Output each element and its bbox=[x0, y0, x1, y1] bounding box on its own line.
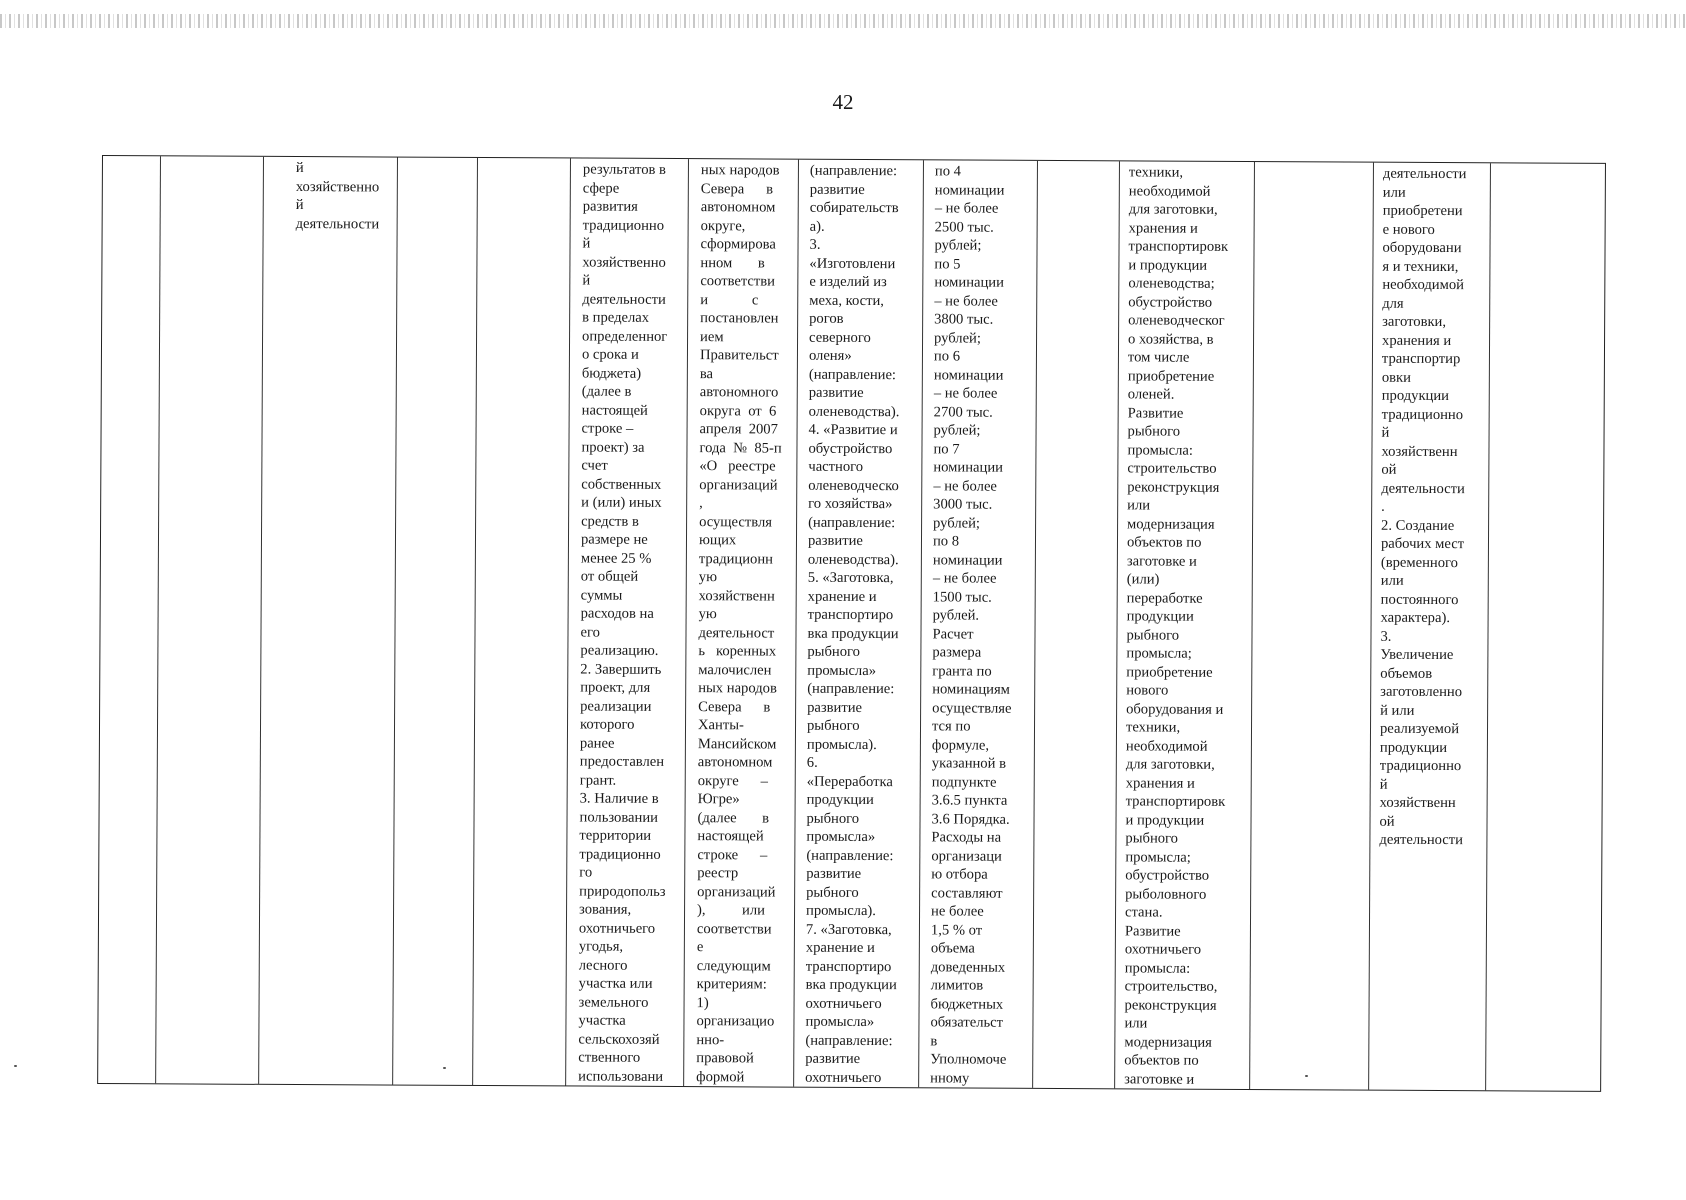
table-cell: й хозяйственно й деятельности bbox=[295, 160, 380, 232]
column-divider bbox=[258, 157, 264, 1084]
column-divider bbox=[1368, 163, 1374, 1090]
column-divider bbox=[155, 156, 161, 1083]
table-cell: (направление: развитие собирательств а). 3. «Изготовлени е изделий из меха, кости, рогов северного оленя» (направление: развитие оленеводства). 4. «Развитие и обустройство частного оленеводческо го хозяйства» (направление: развитие оленеводства). 5. «Заготовка, хранение и транспортиро вка продукции рыбного промысла» (направление: развитие рыбного промысла). 6. «Переработка продукции рыбного промысла» (направление: развитие рыбного промысла). 7. «Заготовка, хранение и транспортиро вка продукции охотничьего промысла» (направление: развитие охотничьего bbox=[805, 162, 900, 1086]
document-table bbox=[97, 155, 1606, 1092]
scan-speck bbox=[14, 1065, 17, 1067]
scan-speck bbox=[443, 1067, 446, 1069]
scan-speck bbox=[1305, 1075, 1308, 1077]
page-number: 42 bbox=[832, 90, 854, 114]
scan-edge-noise bbox=[0, 14, 1686, 28]
table-cell: результатов в сфере развития традиционно й хозяйственно й деятельности в пределах определенног о срока и бюджета) (далее в настоящей строке – проект) за счет собственных и (или) иных средств в размере не менее 25 % от общей суммы расходов на его реализацию. 2. Завершить проект, для реализации которого ранее предоставлен грант. 3. Наличие в пользовании территории традиционно го природопольз зования, охотничьего угодья, лесного участка или земельного участка сельскохозяй ственного использовани bbox=[578, 161, 668, 1085]
table-cell: деятельности или приобретени е нового оборудовани я и техники, необходимой для заготовки, хранения и транспортир овки продукции традиционно й хозяйственн ой деятельности . 2. Создание рабочих мест (временного или постоянного характера). 3. Увеличение объемов заготовленно й или реализуемой продукции традиционно й хозяйственн ой деятельности bbox=[1379, 165, 1467, 849]
column-divider bbox=[565, 158, 571, 1085]
column-divider bbox=[1114, 161, 1120, 1088]
table-cell: по 4 номинации – не более 2500 тыс. рублей; по 5 номинации – не более 3800 тыс. рублей; по 6 номинации – не более 2700 тыс. рублей; по 7 номинации – не более 3000 тыс. рублей; по 8 номинации – не более 1500 тыс. рублей. Расчет размера гранта по номинациям осуществляе тся по формуле, указанной в подпункте 3.6.5 пункта 3.6 Порядка. Расходы на организаци ю отбора составляют не более 1,5 % от объема доведенных лимитов бюджетных обязательст в Уполномоче нному bbox=[930, 163, 1012, 1087]
table-cell: техники, необходимой для заготовки, хранения и транспортировк и продукции оленеводства; обустройство оленеводческог о хозяйства, в том числе приобретение оленей. Развитие рыбного промысла: строительство реконструкция или модернизация объектов по заготовке и (или) переработке продукции рыбного промысла; приобретение нового оборудования и техники, необходимой для заготовки, хранения и транспортировк и продукции рыбного промысла; обустройство рыболовного стана. Развитие охотничьего промысла: строительство, реконструкция или модернизация объектов по заготовке и bbox=[1124, 164, 1229, 1088]
table-cell: ных народов Севера в автономном округе, сформирова нном в соответстви и с постановлен ием Правительст ва автономного округа от 6 апреля 2007 года № 85-п «О реестре организаций , осуществля ющих традиционн ую хозяйственн ую деятельност ь коренных малочислен ных народов Севера в Ханты- Мансийском автономном округе – Югре» (далее в настоящей строке – реестр организаций ), или соответстви е следующим критериям: 1) организацио нно- правовой формой bbox=[696, 162, 782, 1085]
column-divider bbox=[472, 158, 478, 1085]
